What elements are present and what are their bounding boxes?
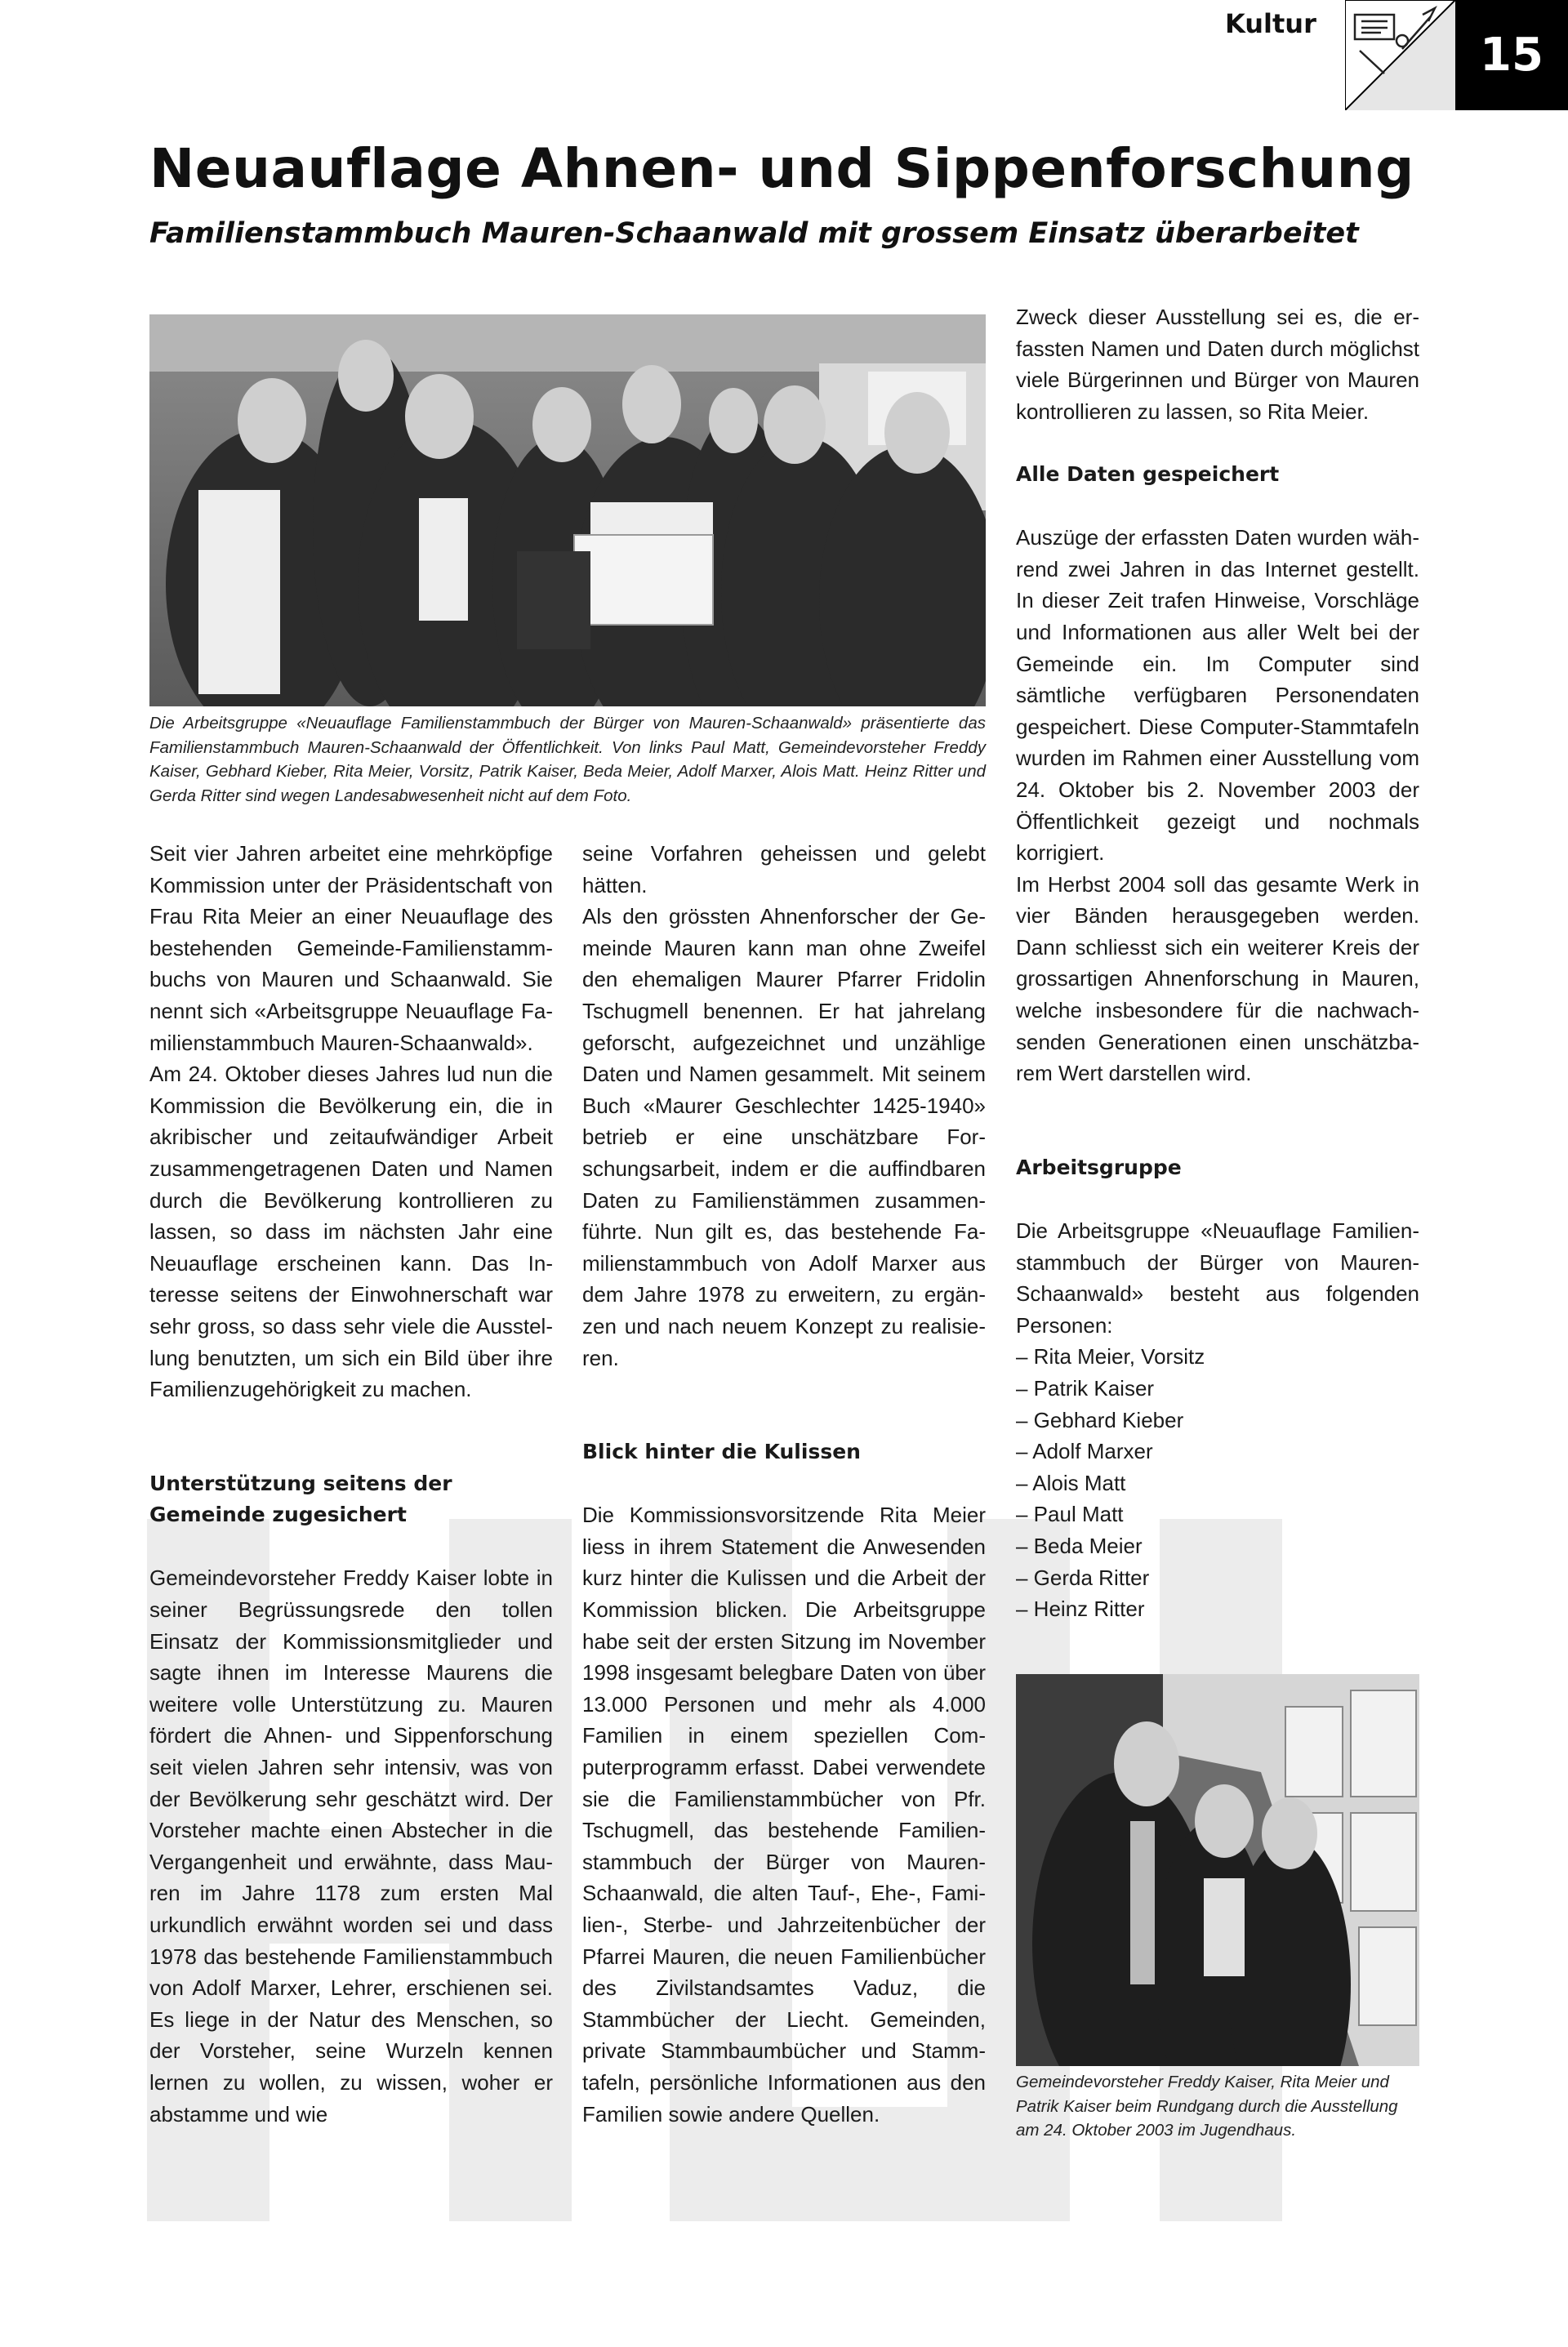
list-item: – Gerda Ritter <box>1016 1565 1150 1590</box>
section-heading-data-saved: Alle Daten gespeichert <box>1016 461 1280 486</box>
exhibition-photo-caption: Gemeindevorsteher Freddy Kaiser, Rita Meier und Patrik Kaiser beim Rundgang durch die Ausstellung am 24. Oktober 2003 im Jugendhaus. <box>1016 2073 1398 2140</box>
kultur-emblem-icon <box>1345 0 1455 110</box>
list-item: – Heinz Ritter <box>1016 1597 1145 1622</box>
group-photo-caption: Die Arbeitsgruppe «Neuauflage Familienstammbuch der Bürger von Mauren-Schaanwald» präsentierte das Familienstammbuch Mauren-Schaanwald der Öffentlichkeit. Von links Paul Matt, Gemeindevorsteher Freddy Kaiser, Gebhard Kieber, Rita Meier, Vorsitz, Patrik Kaiser, Beda Meier, Adolf Marxer, Alois Matt. Heinz Ritter und Gerda Ritter sind wegen Landesabwesenheit nicht auf dem Foto. <box>149 714 986 805</box>
column3-paragraph: Zweck dieser Ausstellung sei es, die erfassten Namen und Daten durch möglichst viele Bürgerinnen und Bürger von Mauren kontrollieren zu lassen, so Rita Meier. <box>1016 305 1419 424</box>
article-column-1 <box>149 838 553 2130</box>
column1-paragraph: Gemeindevorsteher Freddy Kaiser lobte in seiner Begrüssungsrede den tollen Einsatz der Kommissionsmitglieder und sagte ihnen im Interesse Maurens die weitere volle Unterstützung zu. Mauren fördert die Ahnen- und Sippenforschung seit vielen Jahren sehr intensiv, was von der Bevölkerung sehr geschätzt wird. Der Vorsteher machte einen Abstecher in die Vergangenheit und erwähnte, dass Mauren im Jahre 1178 zum ersten Mal urkundlich erwähnt worden sei und dass 1978 das bestehende Familienstammbuch von Adolf Marxer, Lehrer, erschienen sei. Es liege in der Natur des Menschen, so der Vorsteher, seine Wurzeln kennen lernen zu wollen, zu wissen, woher er abstamme und wie <box>149 1565 553 2127</box>
list-item: – Gebhard Kieber <box>1016 1407 1184 1432</box>
section-label: Kultur <box>1225 8 1316 39</box>
column1-paragraph: Seit vier Jahren arbeitet eine mehrköpfige Kommission unter der Präsidentschaft von Frau Rita Meier an einer Neuauflage des bestehenden Gemeinde-Familienstammbuchs von Mauren und Schaanwald. Sie nennt sich «Arbeitsgruppe Neuauflage Familienstammbuch Mauren-Schaanwald». <box>149 841 553 1055</box>
list-item: – Paul Matt <box>1016 1502 1124 1527</box>
article-column-2 <box>582 838 986 2130</box>
group-photo <box>149 314 986 706</box>
section-heading-working-group: Arbeitsgruppe <box>1016 1155 1182 1179</box>
column3-paragraph: Auszüge der erfassten Daten wurden während zwei Jahren in das Internet gestellt. In dieser Zeit trafen Hinweise, Vorschläge und Informationen aus aller Welt bei der Gemeinde ein. Im Computer sind sämtliche verfügbaren Personendaten gespeichert. Diese Computer-Stammtafeln wurden im Rahmen einer Ausstellung vom 24. Oktober bis 2. November 2003 der Öffentlichkeit gezeigt und nochmals korrigiert. <box>1016 525 1419 866</box>
column2-paragraph: seine Vorfahren geheissen und gelebt hätten. <box>582 841 986 897</box>
section-heading-support-line2: Gemeinde zugesichert <box>149 1503 407 1527</box>
section-heading-support-line1: Unterstützung seitens der <box>149 1471 452 1495</box>
list-item: – Adolf Marxer <box>1016 1439 1153 1464</box>
list-item: – Beda Meier <box>1016 1533 1143 1558</box>
column3-paragraph: Im Herbst 2004 soll das gesamte Werk in vier Bänden herausgegeben werden. Dann schliesst sich ein weiterer Kreis der grossartigen Ahnenforschung in Mauren, welche insbesondere für die nachwachsenden Generationen einen unschätzbarem Wert darstellen wird. <box>1016 871 1419 1086</box>
list-item: – Alois Matt <box>1016 1470 1126 1495</box>
section-heading-behind-scenes: Blick hinter die Kulissen <box>582 1440 861 1464</box>
member-list <box>1016 1341 1419 1624</box>
exhibition-photo <box>1016 1674 1419 2066</box>
article-title: Neuauflage Ahnen- und Sippenforschung <box>149 137 1414 200</box>
column2-paragraph: Als den grössten Ahnenforscher der Gemeinde Mauren kann man ohne Zweifel den ehemaligen Maurer Pfarrer Fridolin Tschugmell benennen. Er hat jahrelang geforscht, aufgezeichnet und unzählige Daten und Namen gesammelt. Mit seinem Buch «Maurer Geschlechter 1425-1940» betrieb er eine unschätzbare Forschungsarbeit, indem er die auffindbaren Daten zu Familienstämmen zusammenführte. Nun gilt es, das bestehende Familienstammbuch von Adolf Marxer aus dem Jahre 1978 zu erweitern, zu ergänzen und nach neuem Konzept zu realisieren. <box>582 904 986 1370</box>
article-subtitle: Familienstammbuch Mauren-Schaanwald mit grossem Einsatz überarbeitet <box>149 217 1359 250</box>
column3-paragraph: Die Arbeitsgruppe «Neuauflage Familienstammbuch der Bürger von Mauren-Schaanwald» besteht aus folgenden Personen: <box>1016 1218 1419 1338</box>
column1-paragraph: Am 24. Oktober dieses Jahres lud nun die Kommission die Bevölkerung ein, die in akribischer und zeitaufwändiger Arbeit zusammengetragenen Daten und Namen durch die Bevölkerung kontrollieren zu lassen, so dass im nächsten Jahr eine Neuauflage erscheinen kann. Das Interesse seitens der Einwohnerschaft war sehr gross, so dass sehr viele die Ausstellung benutzten, um sich ein Bild über ihre Familienzugehörigkeit zu machen. <box>149 1062 553 1402</box>
page-number: 15 <box>1455 0 1568 110</box>
list-item: – Rita Meier, Vorsitz <box>1016 1344 1205 1369</box>
article-column-3 <box>1016 301 1419 1625</box>
list-item: – Patrik Kaiser <box>1016 1376 1155 1401</box>
column2-paragraph: Die Kommissionsvorsitzende Rita Meier liess in ihrem Statement die Anwesenden kurz hinter die Kulissen und die Arbeit der Kommission blicken. Die Arbeitsgruppe habe seit der ersten Sitzung im November 1998 insgesamt belegbare Daten von über 13.000 Personen und mehr als 4.000 Familien in einem speziellen Computerprogramm erfasst. Dabei verwendete sie die Familienstammbücher von Pfr. Tschugmell, das bestehende Familienstammbuch der Bürger von Mauren-Schaanwald, die alten Tauf-, Ehe-, Familien-, Sterbe- und Jahrzeitenbücher der Pfarrei Mauren, die neuen Familienbücher des Zivilstandsamtes Vaduz, die Stammbücher der Liecht. Gemeinden, private Stammbaumbücher und Stammtafeln, persönliche Informationen aus den Familien sowie andere Quellen. <box>582 1503 986 2127</box>
